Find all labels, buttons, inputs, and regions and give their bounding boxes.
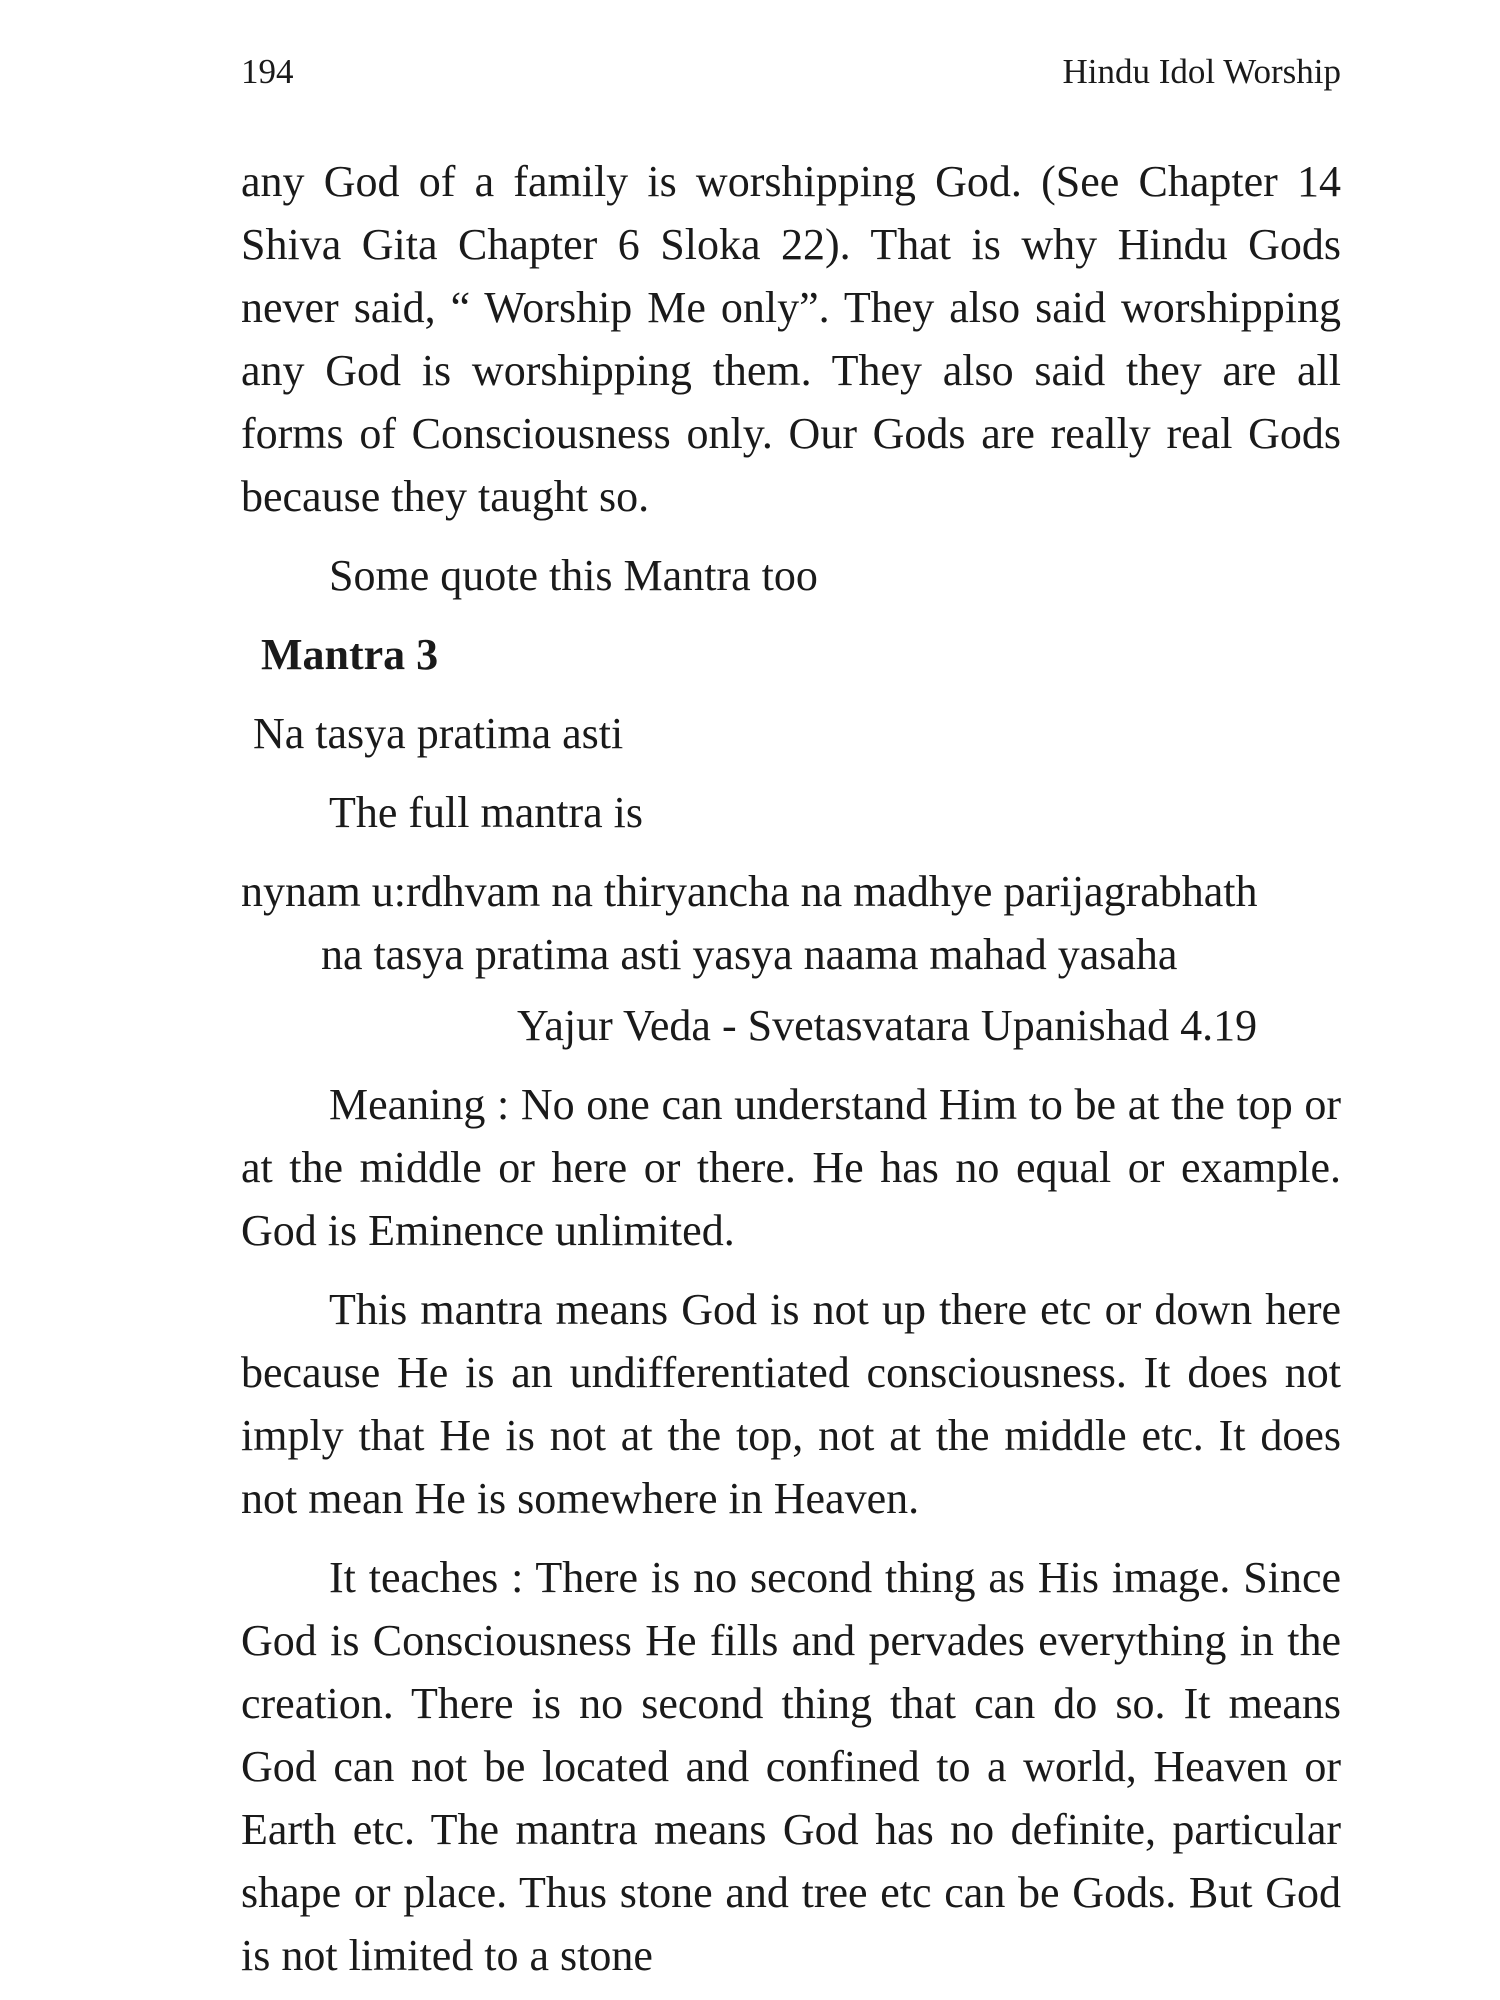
paragraph-intro: any God of a family is worshipping God. (See Chapter 14 Shiva Gita Chapter 6 Sloka 22). That is why Hindu Gods never said, “ Worship Me only”. They also said worshipping any God is worshipping them. They also said they are all forms of Consciousness only. Our Gods are really real Gods because they taught so. xyxy=(241,157,1341,521)
mantra-short: Na tasya pratima asti xyxy=(253,709,624,758)
verse-line-1: nynam u:rdhvam na thiryancha na madhye parijagrabhath xyxy=(241,867,1258,916)
quote-intro: Some quote this Mantra too xyxy=(329,551,818,600)
page-header xyxy=(241,52,1341,102)
paragraph-meaning: Meaning : No one can understand Him to be at the top or at the middle or here or there. He has no equal or example. God is Eminence unlimited. xyxy=(241,1080,1341,1255)
paragraph-explanation: This mantra means God is not up there etc or down here because He is an undifferentiated consciousness. It does not imply that He is not at the top, not at the middle etc. It does not mean He is somewhere in Heaven. xyxy=(241,1285,1341,1523)
paragraph-teaching: It teaches : There is no second thing as His image. Since God is Consciousness He fills and pervades everything in the creation. There is no second thing that can do so. It means God can not be located and confined to a world, Heaven or Earth etc. The mantra means God has no definite, particular shape or place. Thus stone and tree etc can be Gods. But God is not limited to a stone xyxy=(241,1553,1341,1980)
page-number: 194 xyxy=(241,52,294,91)
page-body xyxy=(241,150,1341,1987)
verse-line-2: na tasya pratima asti yasya naama mahad yasaha xyxy=(321,930,1178,979)
mantra-heading: Mantra 3 xyxy=(261,630,439,679)
running-title: Hindu Idol Worship xyxy=(1062,52,1341,91)
full-mantra-label: The full mantra is xyxy=(329,788,644,837)
mantra-source: Yajur Veda - Svetasvatara Upanishad 4.19 xyxy=(517,1001,1258,1050)
